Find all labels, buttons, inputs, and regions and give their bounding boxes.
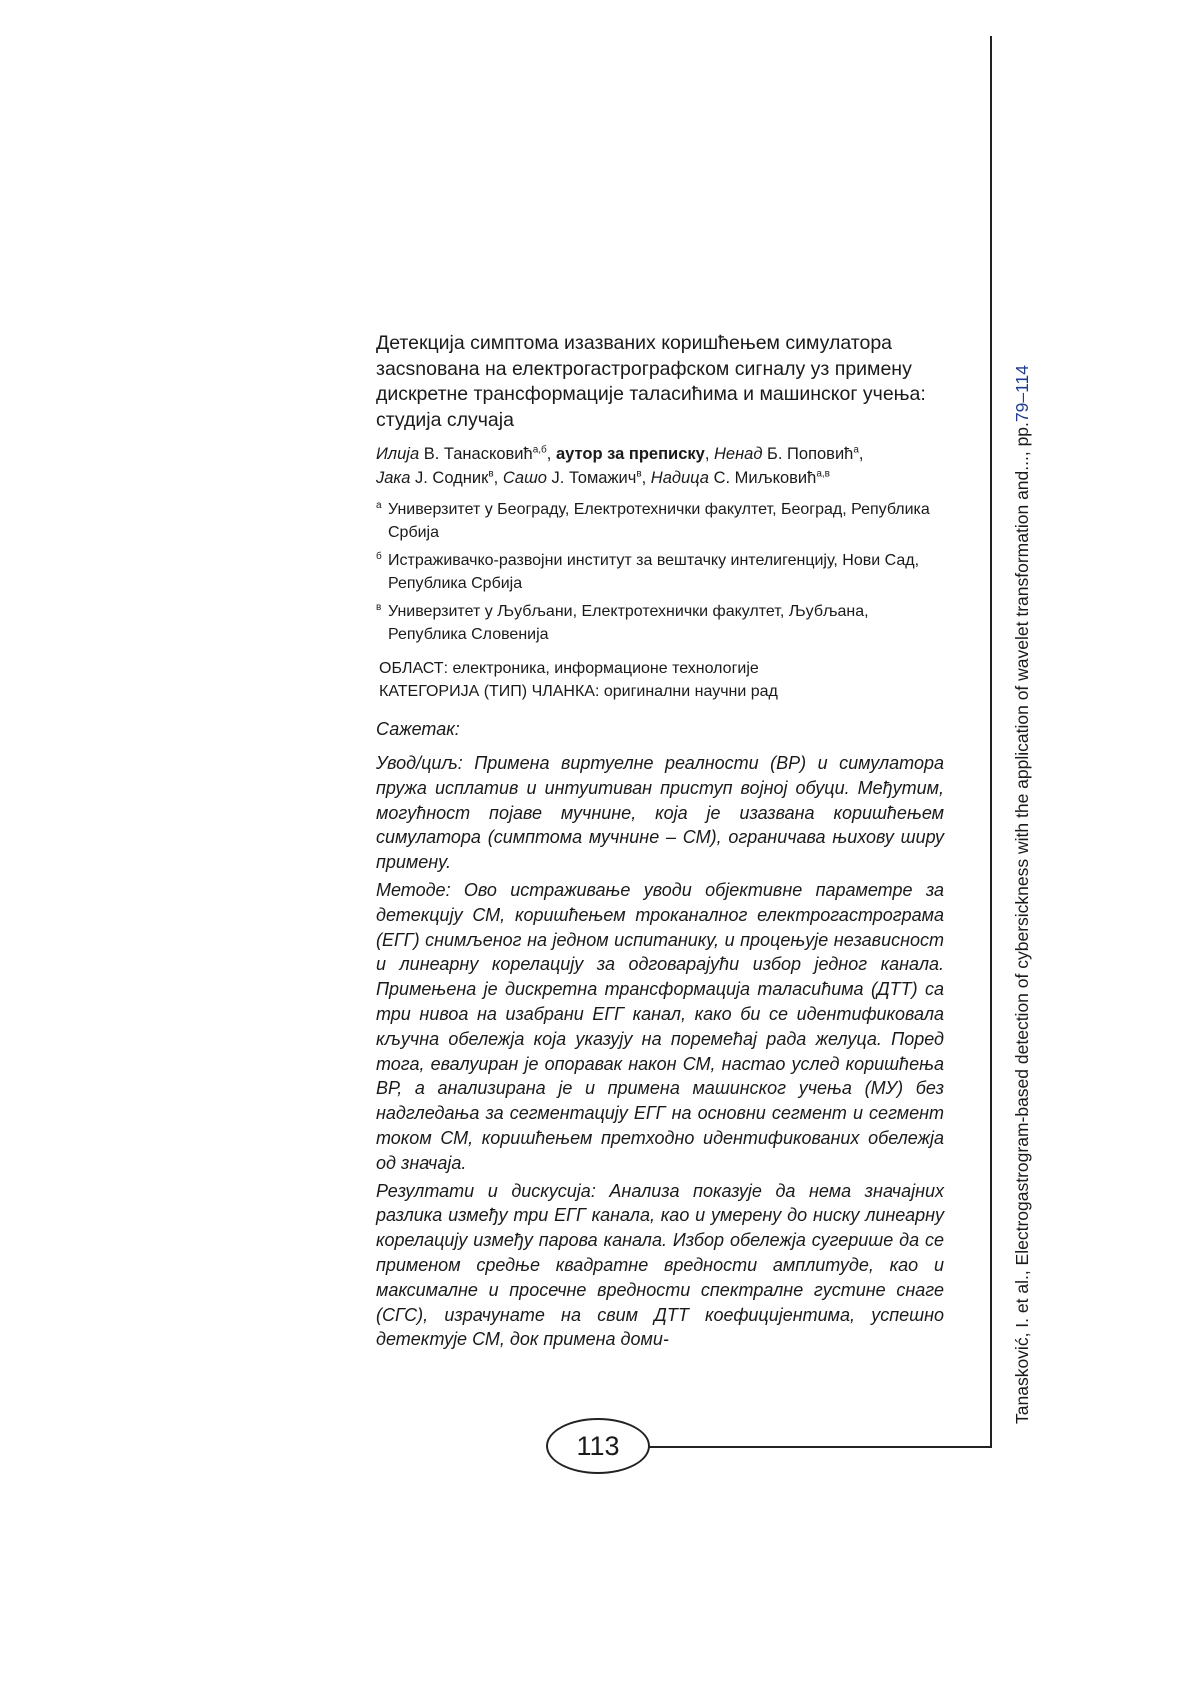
affiliation-text: Универзитет у Београду, Електротехнички факултет, Београд, Република Србија [388,501,930,541]
author-affiliation-mark: в [636,468,642,479]
author-first-name: Илија [376,445,420,463]
author-first-name: Јака [376,468,411,487]
page-frame-horizontal-rule [645,1446,992,1448]
author-affiliation-mark: а,б [532,444,547,456]
author-last-name: Ј. Содник [410,468,489,487]
author-last-name: С. Миљковић [708,468,817,487]
author-first-name: Ненад [713,445,763,463]
author-affiliation-mark: а [853,444,859,456]
abstract-results-paragraph: Резултати и дискусија: Анализа показује да нема значајних разлика између три ЕГГ канала, као и умерену до ниску линеарну корелацију између парова канала. Избор обележја сугерише да се применом средње квадратне вредности амплитуде, као и максималне и просечне вредности спектралне густине снаге (СГС), израчунате на свим ДТТ коефицијентима, успешно детектује СМ, док примена доми- [376,1180,944,1350]
field-line: ОБЛАСТ: електроника, информационе технологије [379,660,759,677]
abstract-intro-paragraph: Увод/циљ: Примена виртуелне реалности (ВР) и симулатора пружа исплатив и интуитиван приступ војној обуци. Међутим, могућност појаве мучнине, која је изазвана коришћењем симулатора (симптома мучнине – СМ), ограничава њихову ширу примену. [376,753,944,873]
running-header-text: Tanasković, I. et al., Electrogastrogram-based detection of cybersickness with the application of wavelet transformation and..., pp. [1012,422,1032,1424]
article-front-matter [376,331,946,1355]
author-last-name: Б. Поповић [762,445,854,463]
author-first-name: Сашо [502,468,547,487]
affiliation-text: Универзитет у Љубљани, Електротехнички факултет, Љубљана, Република Словенија [388,603,869,643]
affiliation-c [376,600,946,646]
affiliation-a [376,498,946,544]
affiliation-mark: б [376,551,382,562]
abstract-methods-paragraph: Методе: Ово истраживање уводи објективне параметре за детекцију СМ, коришћењем троканалног електрогастрограма (ЕГГ) снимљеног на једном испитанику, и процењује независност и линеарну корелацију за одговарајући избор једног канала. Примењена је дискретна трансформација таласићима (ДТТ) са три нивоа на изабрани ЕГГ канал, како би се идентификовала кључна обележја која указују на поремећај рада желуца. Поред тога, евалуиран је опоравак након СМ, настао услед коришћења ВР, а анализирана је и примена машинског учења (МУ) без надгледања за сегментацију ЕГГ на основни сегмент и сегмент током СМ, коришћењем претходно идентификованих обележја од значаја. [376,879,944,1173]
running-header [1004,312,1040,1424]
author-first-name: Надица [650,468,709,487]
author-affiliation-mark: а,в [816,468,830,479]
affiliation-b [376,549,946,595]
author-list: Илија В. Танасковић$^{а,б}$, аутор за преписку, Ненад Б. Поповић$^а$, Јака Ј. Содник$^в$, Сашо Ј. Томажич$^в$, Надица С. Миљковић$^{а,в}$ [376,444,864,487]
page-frame-vertical-rule [990,36,992,1448]
article-title: Детекција симптома изазваних коришћењем симулатора засsnована на електрогастрографском сигналу уз примену дискретне трансформације таласићима и машинског учења: студија случаја [376,332,926,431]
abstract-heading: Сажетак: [376,719,460,739]
affiliation-text: Истраживачко-развојни институт за вештачку интелигенцију, Нови Сад, Република Србија [388,552,920,592]
corresponding-author-label: аутор за преписку [555,445,705,463]
running-header-pages: 79–114 [1012,364,1032,423]
author-last-name: Ј. Томажич [546,468,637,487]
category-line: КАТЕГОРИЈА (ТИП) ЧЛАНКА: оригинални научни рад [379,682,778,700]
page-number-text: 113 [576,1430,620,1461]
article-metadata [379,658,946,703]
author-affiliation-mark: в [488,468,494,479]
affiliation-mark: в [376,602,382,613]
author-last-name: В. Танасковић [419,445,533,463]
page-number [546,1418,650,1474]
affiliation-mark: а [376,500,382,511]
